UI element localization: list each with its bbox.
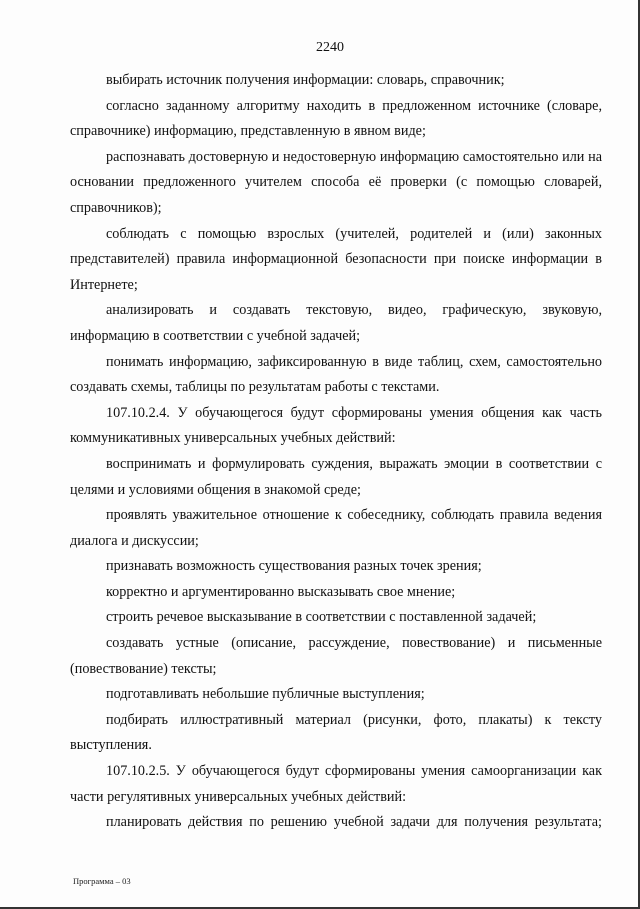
paragraph: согласно заданному алгоритму находить в предложенном источнике (словаре, справочнике) информацию, представленную в явном виде; [70,97,602,140]
paragraph: выбирать источник получения информации: словарь, справочник; [106,72,505,88]
page-footer: Программа – 03 [73,876,131,886]
paragraph: 107.10.2.4. У обучающегося будут сформированы умения общения как часть коммуникативных универсальных учебных действий: [70,404,602,447]
page-body [70,68,602,836]
paragraph: признавать возможность существования разных точек зрения; [106,558,482,575]
page-number: 2240 [316,40,344,55]
paragraph: строить речевое высказывание в соответствии с поставленной задачей; [106,609,537,626]
paragraph: 107.10.2.5. У обучающегося будут сформированы умения самоорганизации как части регулятивных универсальных учебных действий: [70,763,602,805]
paragraph: корректно и аргументированно высказывать свое мнение; [106,583,456,600]
paragraph: понимать информацию, зафиксированную в виде таблиц, схем, самостоятельно создавать схемы, таблицы по результатам работы с текстами. [70,353,602,396]
paragraph: подбирать иллюстративный материал (рисунки, фото, плакаты) к тексту выступления. [70,711,602,754]
paragraph: проявлять уважительное отношение к собеседнику, соблюдать правила ведения диалога и дискуссии; [70,507,602,549]
paragraph: планировать действия по решению учебной задачи для получения результата; [106,814,602,831]
paragraph: анализировать и создавать текстовую, видео, графическую, звуковую, информацию в соответствии с учебной задачей; [70,302,602,344]
paragraph: воспринимать и формулировать суждения, выражать эмоции в соответствии с целями и условиями общения в знакомой среде; [70,455,602,498]
paragraph: распознавать достоверную и недостоверную информацию самостоятельно или на основании предложенного учителем способа её проверки (с помощью словарей, справочников); [70,148,602,216]
paragraph: подготавливать небольшие публичные выступления; [106,686,425,703]
paragraph: создавать устные (описание, рассуждение, повествование) и письменные (повествование) тексты; [70,635,602,677]
paragraph: соблюдать с помощью взрослых (учителей, родителей и (или) законных представителей) правила информационной безопасности при поиске информации в Интернете; [70,225,602,293]
